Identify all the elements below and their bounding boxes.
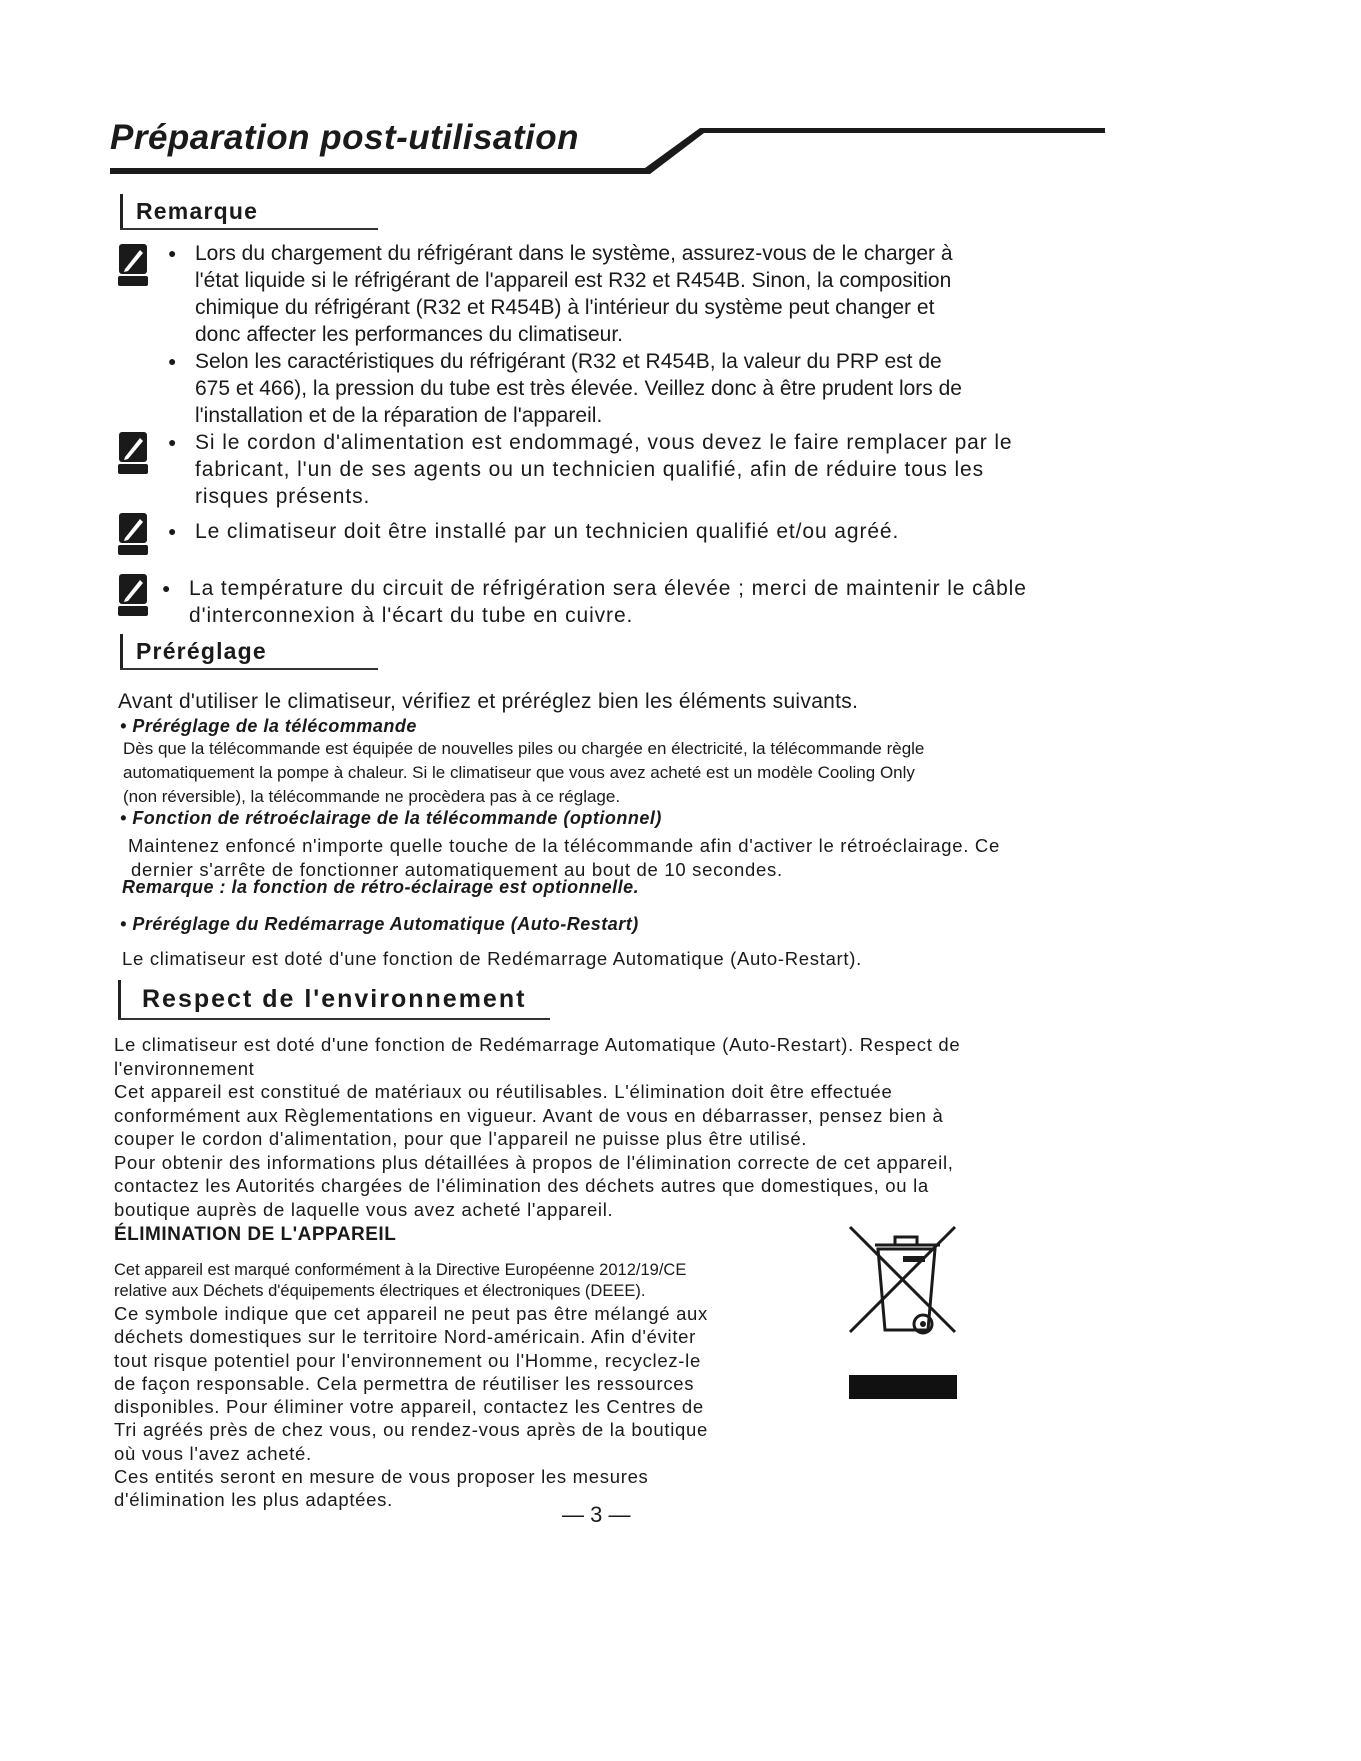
text-line: d'élimination les plus adaptées. [114,1489,393,1511]
item-title-text: Fonction de rétroéclairage de la télécommande (optionnel) [132,808,662,828]
text-line: l'environnement [114,1057,255,1079]
item-title-text: Préréglage de la télécommande [132,716,417,736]
text-line: ● Selon les caractéristiques du réfrigérant (R32 et R454B, la valeur du PRP est de [195,350,942,373]
page-number: — 3 — [562,1502,631,1527]
elimination-heading: ÉLIMINATION DE L'APPAREIL [114,1224,397,1245]
text-line: ● Si le cordon d'alimentation est endommagé, vous devez le faire remplacer par le [195,431,1013,454]
text-line: tout risque potentiel pour l'environnement ou l'Homme, recyclez-le [114,1349,701,1371]
note-icon [118,244,148,286]
prereglage-item-title: • Préréglage du Redémarrage Automatique (Auto-Restart) [120,914,639,934]
note-icon [118,432,148,474]
text-line: conformément aux Règlementations en vigueur. Avant de vous en débarrasser, pensez bien à [114,1104,944,1126]
item-title-text: Préréglage du Redémarrage Automatique (Auto-Restart) [132,914,639,934]
prereglage-item-body [123,737,924,809]
prereglage-item-title: • Fonction de rétroéclairage de la télécommande (optionnel) [120,808,662,828]
note-bullet [195,518,1095,545]
environnement-paragraph [114,1033,1114,1221]
text-line: fabricant, l'un de ses agents ou un technicien qualifié, afin de réduire tous les [195,458,985,481]
prereglage-item-body [128,834,1000,882]
text-line: Dès que la télécommande est équipée de nouvelles piles ou chargée en électricité, la télécommande règle [123,739,925,758]
section-heading-environnement [118,980,526,1018]
text-line: Ce symbole indique que cet appareil ne peut pas être mélangé aux [114,1303,708,1324]
text-line: ● La température du circuit de réfrigération sera élevée ; merci de maintenir le câble [189,577,1027,600]
text-line: Ces entités seront en mesure de vous proposer les mesures [114,1466,649,1488]
text-line: donc affecter les performances du climatiseur. [195,323,623,346]
note-bullet [195,429,1095,510]
text-line: de façon responsable. Cela permettra de réutiliser les ressources [114,1372,695,1394]
text-line: automatiquement la pompe à chaleur. Si le climatiseur que vous avez acheté est un modèle Cooling Only [123,763,915,782]
page-title: Préparation post-utilisation [110,118,580,157]
note-icon [118,513,148,555]
section-heading-remarque [120,194,258,228]
text-line: (non réversible), la télécommande ne procèdera pas à ce réglage. [123,787,621,806]
note-block-2 [195,429,1095,510]
text-line: ● Le climatiseur doit être installé par un technicien qualifié et/ou agréé. [195,520,900,543]
text-line: Maintenez enfoncé n'importe quelle touche de la télécommande afin d'activer le rétroéclairage. Ce [128,835,1000,856]
note-bullet [189,575,1089,629]
text-line: couper le cordon d'alimentation, pour que l'appareil ne puisse plus être utilisé. [114,1128,808,1149]
section-heading-prereglage [120,634,267,668]
text-line: ● Lors du chargement du réfrigérant dans le système, assurez-vous de le charger à [195,242,953,265]
directive-text [114,1260,686,1302]
text-line: disponibles. Pour éliminer votre appareil, contactez les Centres de [114,1396,704,1418]
prereglage-item-body: Le climatiseur est doté d'une fonction de Redémarrage Automatique (Auto-Restart). [122,948,862,969]
prereglage-item-title: • Préréglage de la télécommande [120,716,417,736]
note-bullet [195,348,1095,429]
note-block-3 [195,518,1095,545]
note-bullet [195,240,1095,348]
text-line: risques présents. [195,485,371,508]
text-line: Cet appareil est marqué conformément à la Directive Européenne 2012/19/CE [114,1261,687,1279]
text-line: où vous l'avez acheté. [114,1442,312,1464]
note-block-1 [195,240,1095,429]
symbol-text [114,1302,708,1512]
text-line: dernier s'arrête de fonctionner automatiquement au bout de 10 secondes. [131,859,783,880]
text-line: déchets domestiques sur le territoire Nord-américain. Afin d'éviter [114,1326,697,1348]
text-line: relative aux Déchets d'équipements électriques et électroniques (DEEE). [114,1282,646,1300]
section-heading-label: Préréglage [136,637,267,664]
prereglage-remark: Remarque : la fonction de rétro-éclairage est optionnelle. [122,877,640,897]
crossed-out-wheelie-bin-icon [845,1220,960,1405]
text-line: contactez les Autorités chargées de l'élimination des déchets autres que domestiques, ou la [114,1175,929,1196]
section-heading-label: Respect de l'environnement [142,984,527,1013]
section-heading-label: Remarque [136,197,259,224]
prereglage-intro: Avant d'utiliser le climatiseur, vérifiez et préréglez bien les éléments suivants. [118,690,859,713]
text-line: Tri agréés près de chez vous, ou rendez-vous après de la boutique [114,1419,708,1441]
text-line: Cet appareil est constitué de matériaux ou réutilisables. L'élimination doit être effectuée [114,1081,893,1102]
text-line: 675 et 466), la pression du tube est très élevée. Veillez donc à être prudent lors de [195,377,962,400]
note-block-4 [189,575,1089,629]
note-icon [118,574,148,616]
text-line: d'interconnexion à l'écart du tube en cuivre. [189,604,634,627]
text-line: boutique auprès de laquelle vous avez acheté l'appareil. [114,1198,614,1220]
text-line: Pour obtenir des informations plus détaillées à propos de l'élimination correcte de cet appareil, [114,1151,954,1173]
text-line: l'installation et de la réparation de l'appareil. [195,404,603,427]
text-line: l'état liquide si le réfrigérant de l'appareil est R32 et R454B. Sinon, la composition [195,269,952,292]
text-line: Le climatiseur est doté d'une fonction de Redémarrage Automatique (Auto-Restart). Respect de [114,1034,961,1055]
text-line: chimique du réfrigérant (R32 et R454B) à l'intérieur du système peut changer et [195,296,935,319]
